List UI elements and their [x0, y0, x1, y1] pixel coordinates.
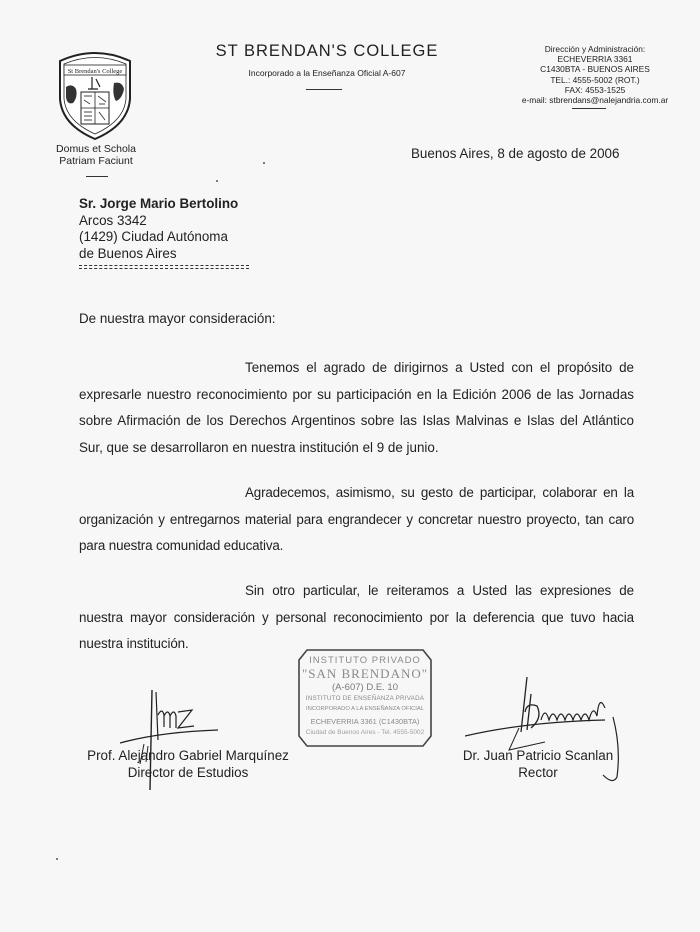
director-name: Prof. Alejandro Gabriel Marquínez	[87, 748, 289, 763]
rector-title: Rector	[518, 765, 558, 780]
recipient-address-line-1: Arcos 3342	[79, 212, 147, 228]
contact-city: C1430BTA - BUENOS AIRES	[540, 64, 650, 75]
rector-signature-block	[448, 747, 628, 781]
letter-paragraph-3	[79, 578, 634, 658]
director-title: Director de Estudios	[127, 765, 249, 780]
paragraph-2-text: Agradecemos, asimismo, su gesto de participar, colaborar en la organización y entregarnos material para engrandecer y concretar nuestro proyecto, tan caro para nuestra comunidad educativa.	[79, 485, 634, 553]
stamp-line-6: ECHEVERRIA 3361 (C1430BTA)	[310, 717, 420, 726]
director-signature	[120, 680, 230, 800]
rector-name: Dr. Juan Patricio Scanlan	[462, 748, 614, 763]
institution-stamp	[297, 648, 433, 748]
motto-line-1: Domus et Schola	[56, 143, 136, 155]
college-name-heading: ST BRENDAN'S COLLEGE	[215, 42, 439, 60]
stamp-line-1: INSTITUTO PRIVADO	[309, 655, 421, 666]
scan-speck	[216, 180, 218, 182]
stamp-line-4: INSTITUTO DE ENSEÑANZA PRIVADA	[305, 695, 425, 702]
recipient-address-line-2: (1429) Ciudad Autónoma	[79, 229, 228, 244]
letter-paragraph-1	[79, 355, 634, 461]
college-crest-logo	[52, 47, 138, 143]
stamp-line-7: Ciudad de Buenos Aires - Tel. 4555-5002	[305, 729, 425, 736]
contact-underline	[572, 108, 606, 109]
letter-paragraph-2	[79, 480, 634, 560]
motto-underline	[86, 176, 108, 177]
crest-banner-text: St Brendan's College	[67, 68, 123, 75]
motto-line-2: Patriam Faciunt	[59, 155, 133, 167]
paragraph-3-text: Sin otro particular, le reiteramos a Usted las expresiones de nuestra mayor consideración y personal reconocimiento por la deferencia que tuvo hacia nuestra institución.	[79, 583, 634, 651]
recipient-address-line-3: de Buenos Aires	[79, 245, 177, 261]
recipient-block	[79, 196, 238, 262]
scan-speck	[263, 162, 265, 164]
stamp-line-3: (A-607) D.E. 10	[332, 682, 398, 693]
contact-block	[500, 44, 690, 105]
name-underline	[306, 89, 342, 90]
contact-heading: Dirección y Administración:	[544, 44, 646, 54]
paragraph-1-text: Tenemos el agrado de dirigirnos a Usted con el propósito de expresarle nuestro reconocimiento por su participación en la Edición 2006 de las Jornadas sobre Afirmación de los Derechos Argentinos sobre las Islas Malvinas e Islas del Atlántico Sur, que se desarrollaron en nuestra institución el 9 de junio.	[79, 360, 634, 455]
stamp-line-2: "SAN BRENDANO"	[301, 666, 429, 681]
letter-date: Buenos Aires, 8 de agosto de 2006	[411, 146, 620, 161]
contact-fax: FAX: 4553-1525	[564, 84, 626, 95]
recipient-dashed-rule	[79, 265, 249, 269]
recipient-name: Sr. Jorge Mario Bertolino	[79, 196, 239, 211]
letter-greeting: De nuestra mayor consideración:	[79, 311, 276, 326]
stamp-line-5: INCORPORADO A LA ENSEÑANZA OFICIAL	[306, 706, 424, 712]
scan-speck	[56, 858, 58, 860]
director-signature-block	[78, 747, 298, 781]
contact-phone: TEL.: 4555-5002 (ROT.)	[550, 74, 640, 85]
crest-motto	[38, 143, 154, 167]
contact-email: e-mail: stbrendans@nalejandria.com.ar	[521, 95, 669, 106]
contact-street: ECHEVERRIA 3361	[557, 54, 633, 65]
incorporation-note: Incorporado a la Enseñanza Oficial A-607	[248, 68, 406, 78]
